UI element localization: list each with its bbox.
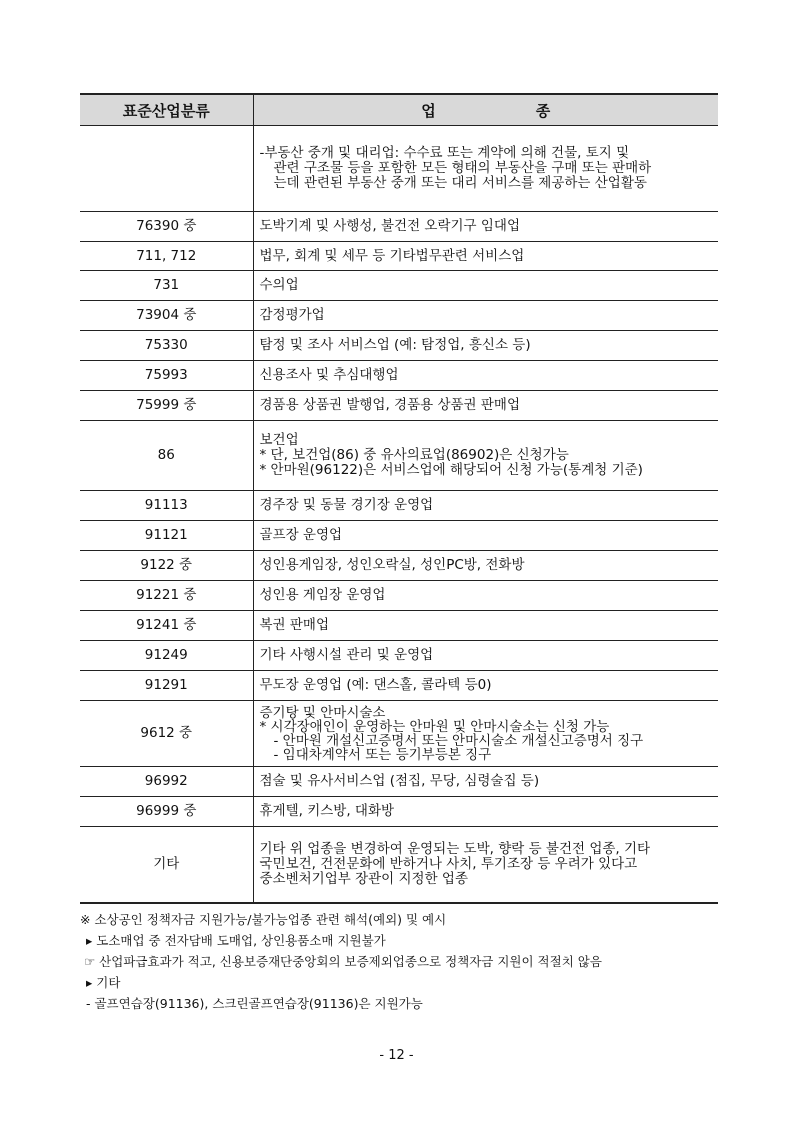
desc-cell: 탐정 및 조사 서비스업 (예: 탐정업, 흥신소 등) bbox=[253, 331, 718, 361]
table-row-9612 bbox=[80, 701, 718, 767]
intro-description bbox=[253, 126, 718, 212]
desc-line: - 안마원 개설신고증명서 또는 안마시술소 개설신고증명서 징구 bbox=[273, 732, 644, 749]
code-cell: 기타 bbox=[80, 827, 253, 903]
code-cell: 96999 중 bbox=[80, 797, 253, 827]
header-industry bbox=[253, 94, 718, 126]
desc-line: 보건업 bbox=[259, 432, 299, 448]
page-number: - 12 - bbox=[379, 1048, 414, 1063]
desc-cell: 성인용 게임장 운영업 bbox=[253, 581, 718, 611]
desc-line: 국민보건, 건전문화에 반하거나 사치, 투기조장 등 우려가 있다고 bbox=[259, 855, 638, 872]
code-cell: 75999 중 bbox=[80, 391, 253, 421]
header-classification: 표준산업분류 bbox=[80, 94, 253, 126]
table-row bbox=[80, 521, 718, 551]
table-row bbox=[80, 271, 718, 301]
desc-cell-multiline bbox=[253, 827, 718, 903]
code-cell: 731 bbox=[80, 271, 253, 301]
table-row bbox=[80, 361, 718, 391]
code-cell: 91291 bbox=[80, 671, 253, 701]
header-industry-char2: 종 bbox=[535, 101, 551, 120]
intro-line: 는데 관련된 부동산 중개 또는 대리 서비스를 제공하는 산업활동 bbox=[273, 175, 647, 191]
table-row bbox=[80, 797, 718, 827]
table-row bbox=[80, 671, 718, 701]
code-cell: 711, 712 bbox=[80, 242, 253, 271]
desc-cell: 법무, 회계 및 세무 등 기타법무관련 서비스업 bbox=[253, 242, 718, 271]
desc-cell: 경주장 및 동물 경기장 운영업 bbox=[253, 491, 718, 521]
table-row bbox=[80, 641, 718, 671]
table-row bbox=[80, 331, 718, 361]
industry-table bbox=[80, 93, 718, 904]
intro-line: 관련 구조물 등을 포함한 모든 형태의 부동산을 구매 또는 판매하 bbox=[273, 160, 652, 176]
desc-cell: 도박기계 및 사행성, 불건전 오락기구 임대업 bbox=[253, 212, 718, 242]
code-cell: 91249 bbox=[80, 641, 253, 671]
table-row bbox=[80, 301, 718, 331]
desc-cell: 경품용 상품권 발행업, 경품용 상품권 판매업 bbox=[253, 391, 718, 421]
code-cell: 91113 bbox=[80, 491, 253, 521]
note-item: - 골프연습장(91136), 스크린골프연습장(91136)은 지원가능 bbox=[86, 996, 423, 1011]
desc-cell: 점술 및 유사서비스업 (점집, 무당, 심령술집 등) bbox=[253, 767, 718, 797]
table-row bbox=[80, 767, 718, 797]
note-heading: ※ 소상공인 정책자금 지원가능/불가능업종 관련 해석(예외) 및 예시 bbox=[80, 912, 447, 927]
table-row bbox=[80, 491, 718, 521]
note-item: ☞ 산업파급효과가 적고, 신용보증재단중앙회의 보증제외업종으로 정책자금 지원이 적절치 않음 bbox=[84, 954, 602, 969]
table-row bbox=[80, 581, 718, 611]
desc-cell: 골프장 운영업 bbox=[253, 521, 718, 551]
desc-cell: 무도장 운영업 (예: 댄스홀, 콜라텍 등0) bbox=[253, 671, 718, 701]
desc-line: - 임대차계약서 또는 등기부등본 징구 bbox=[273, 746, 492, 763]
desc-line: 기타 위 업종을 변경하여 운영되는 도박, 향락 등 불건전 업종, 기타 bbox=[259, 840, 651, 857]
code-cell: 9612 중 bbox=[80, 701, 253, 767]
code-cell-empty bbox=[80, 126, 253, 212]
desc-cell: 복권 판매업 bbox=[253, 611, 718, 641]
intro-line: -부동산 중개 및 대리업: 수수료 또는 계약에 의해 건물, 토지 및 bbox=[259, 145, 630, 161]
code-cell: 91221 중 bbox=[80, 581, 253, 611]
desc-cell-multiline bbox=[253, 701, 718, 767]
code-cell: 91121 bbox=[80, 521, 253, 551]
desc-line: * 안마원(96122)은 서비스업에 해당되어 신청 가능(통계청 기준) bbox=[259, 462, 643, 478]
desc-cell: 성인용게임장, 성인오락실, 성인PC방, 전화방 bbox=[253, 551, 718, 581]
code-cell: 86 bbox=[80, 421, 253, 491]
desc-line: 증기탕 및 안마시술소 bbox=[259, 704, 386, 721]
table-row bbox=[80, 551, 718, 581]
desc-line: * 단, 보건업(86) 중 유사의료업(86902)은 신청가능 bbox=[259, 447, 569, 463]
table-header-row bbox=[80, 94, 718, 126]
desc-cell: 휴게텔, 키스방, 대화방 bbox=[253, 797, 718, 827]
desc-line: 중소벤처기업부 장관이 지정한 업종 bbox=[259, 870, 468, 887]
note-item: ▸ 도소매업 중 전자담배 도매업, 상인용품소매 지원불가 bbox=[86, 933, 386, 948]
notes-section bbox=[80, 909, 720, 1014]
desc-cell: 감정평가업 bbox=[253, 301, 718, 331]
table-row bbox=[80, 242, 718, 271]
code-cell: 9122 중 bbox=[80, 551, 253, 581]
table-row-etc bbox=[80, 827, 718, 903]
table-row-intro bbox=[80, 126, 718, 212]
code-cell: 76390 중 bbox=[80, 212, 253, 242]
table-row-86 bbox=[80, 421, 718, 491]
desc-cell: 수의업 bbox=[253, 271, 718, 301]
code-cell: 96992 bbox=[80, 767, 253, 797]
table-row bbox=[80, 212, 718, 242]
table-row bbox=[80, 611, 718, 641]
code-cell: 75993 bbox=[80, 361, 253, 391]
desc-cell: 기타 사행시설 관리 및 운영업 bbox=[253, 641, 718, 671]
table-row bbox=[80, 391, 718, 421]
code-cell: 91241 중 bbox=[80, 611, 253, 641]
desc-line: * 시각장애인이 운영하는 안마원 및 안마시술소는 신청 가능 bbox=[259, 718, 610, 735]
desc-cell: 신용조사 및 추심대행업 bbox=[253, 361, 718, 391]
code-cell: 73904 중 bbox=[80, 301, 253, 331]
desc-cell-multiline bbox=[253, 421, 718, 491]
note-item: ▸ 기타 bbox=[86, 975, 121, 990]
code-cell: 75330 bbox=[80, 331, 253, 361]
header-industry-char1: 업 bbox=[421, 101, 436, 120]
